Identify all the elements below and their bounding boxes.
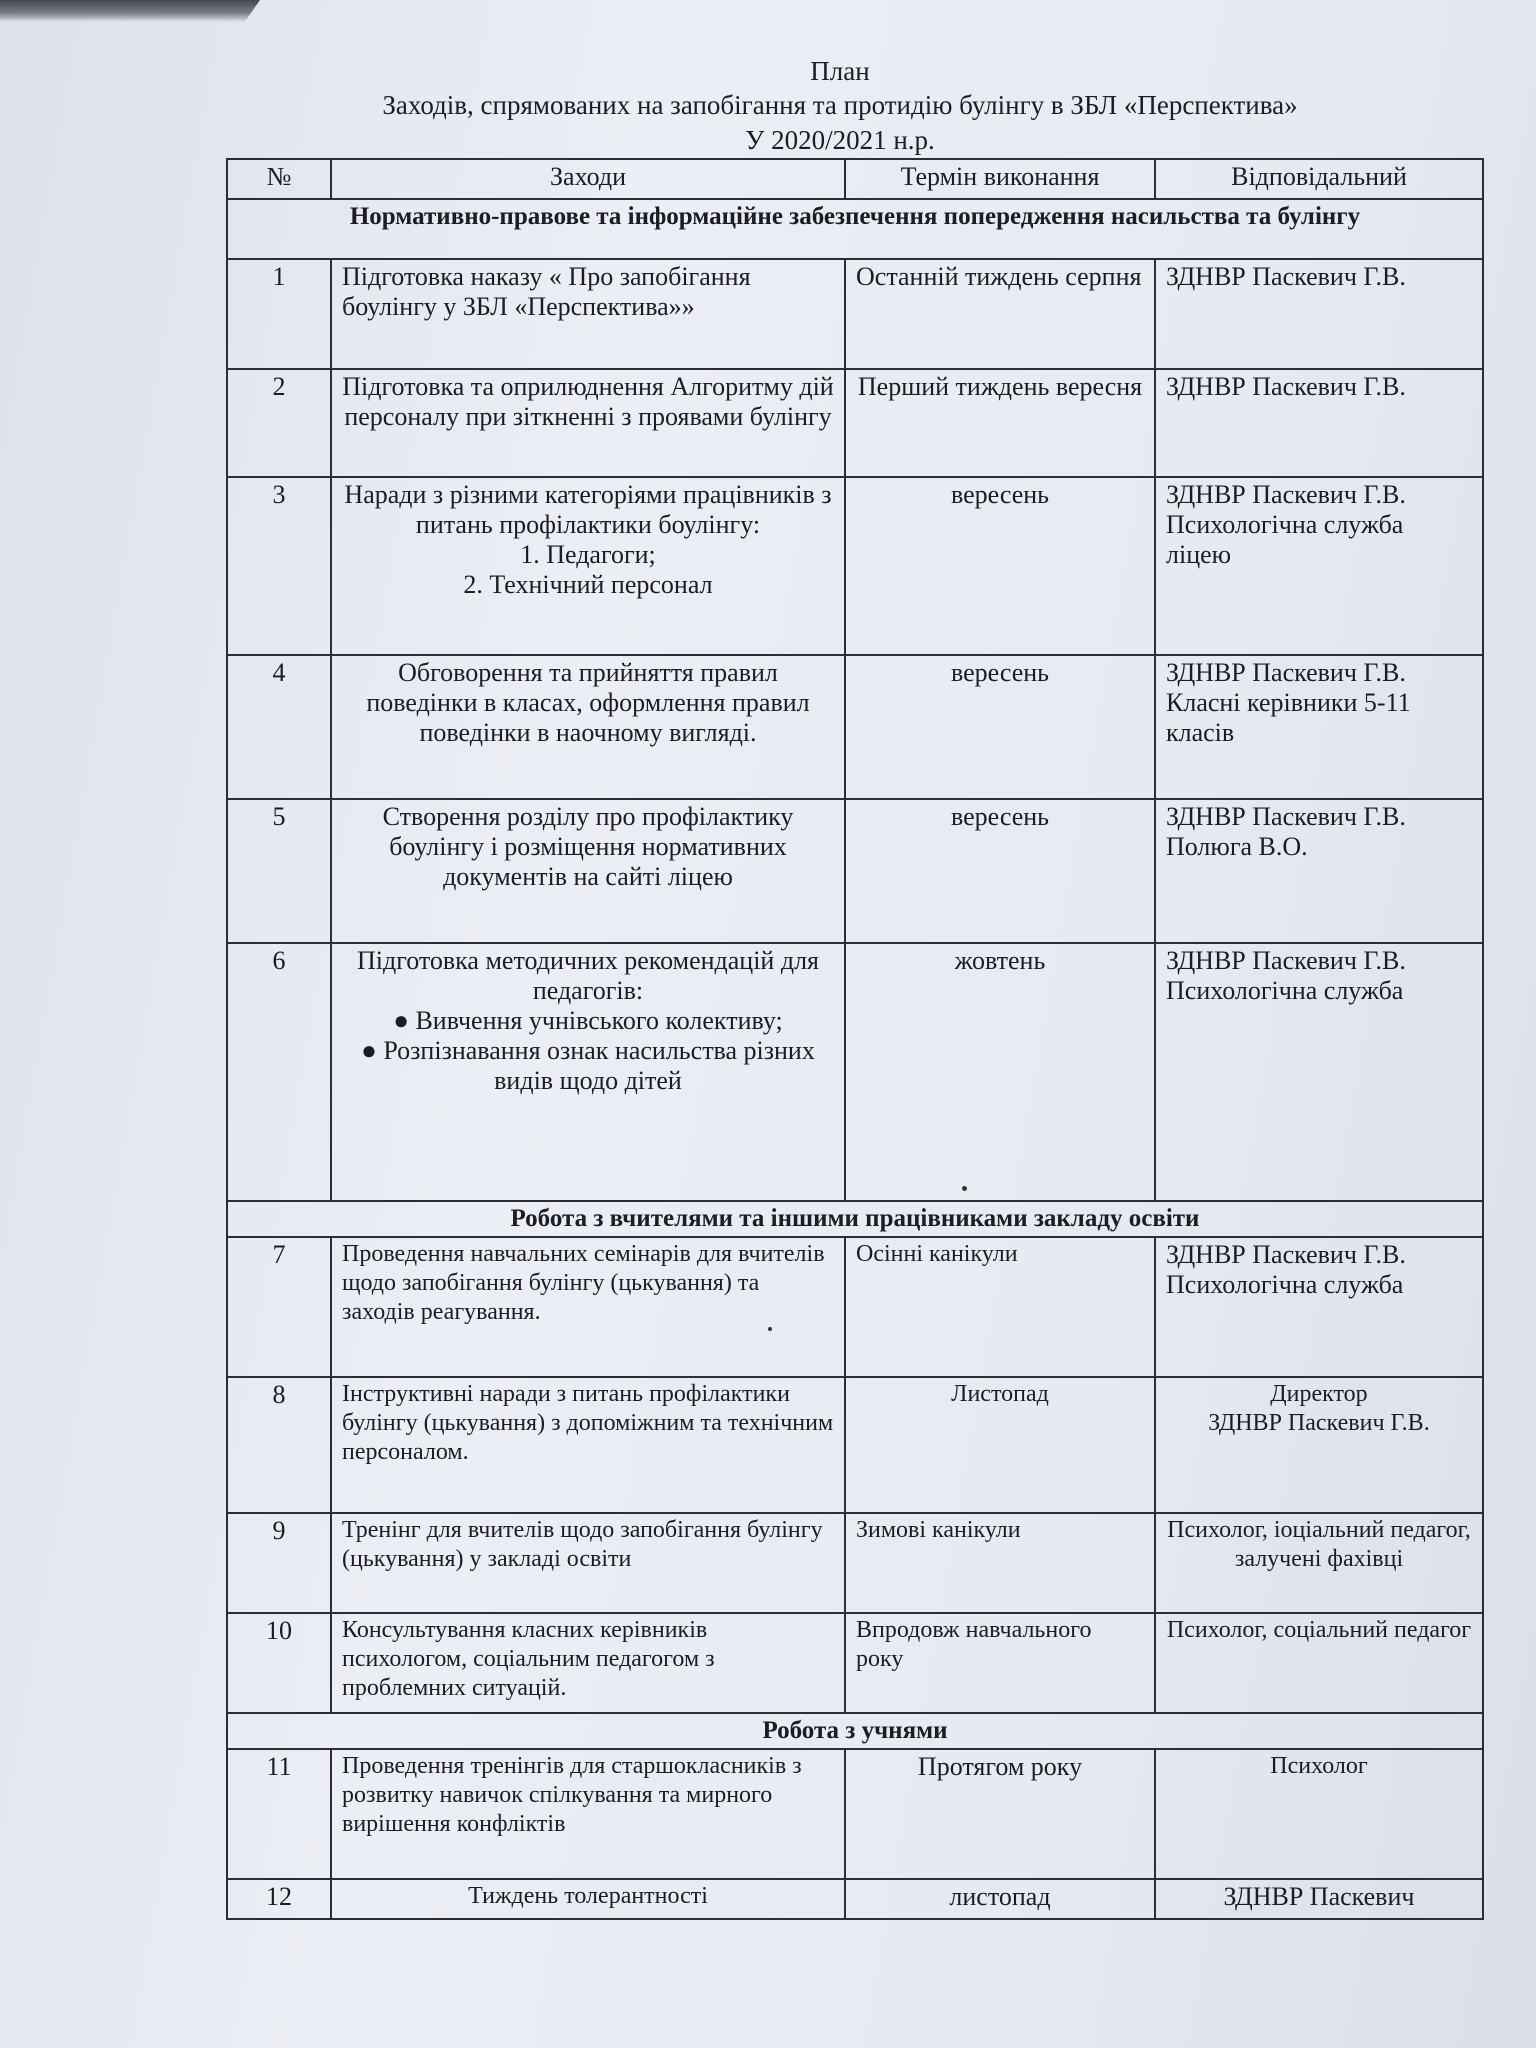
row-term: Листопад [845,1377,1155,1513]
responsible-line: Психологічна служба ліцею [1166,510,1404,569]
header-number: № [227,159,331,199]
row-number: 10 [227,1613,331,1713]
header-measures: Заходи [331,159,845,199]
table-row [227,369,1483,477]
row-responsible [1155,1749,1483,1879]
table-row [227,799,1483,943]
table-row [227,259,1483,369]
plan-table [226,158,1484,1920]
table-row [227,1513,1483,1613]
row-measure: Підготовка наказу « Про запобігання боулінгу у ЗБЛ «Перспектива»» [331,259,845,369]
row-number: 4 [227,655,331,799]
row-responsible [1155,1613,1483,1713]
table-row [227,1749,1483,1879]
measure-text: Підготовка методичних рекомендацій для педагогів: [356,946,820,1005]
responsible-line: Психолог [1270,1753,1368,1779]
measure-text: Наради з різними категоріями працівників з питань профілактики боулінгу: [344,480,832,539]
header-responsible: Відповідальний [1155,159,1483,199]
row-responsible [1155,943,1483,1201]
table-row [227,1377,1483,1513]
table-row [227,477,1483,655]
row-measure: Проведення навчальних семінарів для вчителів щодо запобігання булінгу (цькування) та заходів реагування. [331,1237,845,1377]
row-number: 3 [227,477,331,655]
row-responsible [1155,369,1483,477]
row-responsible [1155,259,1483,369]
responsible-line: Психологічна служба [1166,976,1404,1005]
responsible-line: ЗДНВР Паскевич Г.В. [1208,1410,1430,1436]
row-measure: Підготовка та оприлюднення Алгоритму дій персоналу при зіткненні з проявами булінгу [331,369,845,477]
row-responsible [1155,477,1483,655]
row-measure: Тренінг для вчителів щодо запобігання булінгу (цькування) у закладі освіти [331,1513,845,1613]
section-title: Нормативно-правове та інформаційне забезпечення попередження насильства та булінгу [227,199,1483,259]
responsible-line: Психолог, соціальний педагог [1166,1617,1472,1643]
row-term: вересень [845,655,1155,799]
row-number: 12 [227,1879,331,1919]
responsible-line: Полюга В.О. [1166,832,1308,861]
section-title: Робота з вчителями та іншими працівниками закладу освіти [227,1201,1483,1237]
row-measure [331,943,845,1201]
table-row [227,943,1483,1201]
responsible-line: ЗДНВР Паскевич Г.В. [1166,658,1406,687]
responsible-line: ЗДНВР Паскевич Г.В. [1166,802,1406,831]
responsible-line: ЗДНВР Паскевич Г.В. [1166,946,1406,975]
responsible-line: Психолог, іоціальний педагог, залучені фахівці [1167,1517,1471,1572]
row-term: Протягом року [845,1749,1155,1879]
responsible-line: Директор [1270,1381,1368,1407]
table-row [227,1237,1483,1377]
row-term: Впродовж навчального року [845,1613,1155,1713]
row-measure: Проведення тренінгів для старшокласників з розвитку навичок спілкування та мирного вирішення конфліктів [331,1749,845,1879]
header-term: Термін виконання [845,159,1155,199]
list-item: ● Вивчення учнівського колективу; [393,1006,783,1035]
row-measure: Консультування класних керівників психологом, соціальним педагогом з проблемних ситуацій. [331,1613,845,1713]
row-measure: Тиждень толерантності [331,1879,845,1919]
section-row [227,199,1483,259]
responsible-line: ЗДНВР Паскевич Г.В. [1166,262,1406,291]
measure-list [342,540,834,600]
list-item: 1. Педагоги; [520,540,656,569]
responsible-line: Психологічна служба [1166,1270,1404,1299]
row-term: Перший тиждень вересня [845,369,1155,477]
row-number: 2 [227,369,331,477]
table-header-row [227,159,1483,199]
doc-title: План [810,56,870,86]
table-row [227,655,1483,799]
responsible-line: ЗДНВР Паскевич Г.В. [1166,372,1406,401]
row-number: 7 [227,1237,331,1377]
section-title: Робота з учнями [227,1713,1483,1749]
responsible-line: Класні керівники 5-11 класів [1166,688,1411,747]
row-measure: Створення розділу про профілактику боулінгу і розміщення нормативних документів на сайті ліцею [331,799,845,943]
list-item: 2. Технічний персонал [463,570,713,599]
row-responsible [1155,655,1483,799]
table-row [227,1879,1483,1919]
row-responsible [1155,1377,1483,1513]
row-number: 8 [227,1377,331,1513]
row-responsible [1155,1513,1483,1613]
row-responsible [1155,1237,1483,1377]
row-measure: Інструктивні наради з питань профілактики булінгу (цькування) з допоміжним та технічним персоналом. [331,1377,845,1513]
row-term: Зимові канікули [845,1513,1155,1613]
responsible-line: ЗДНВР Паскевич [1223,1882,1415,1911]
measure-list [342,1006,834,1096]
row-number: 5 [227,799,331,943]
row-term: вересень [845,477,1155,655]
doc-year: У 2020/2021 н.р. [745,125,935,155]
row-responsible [1155,1879,1483,1919]
table-row [227,1613,1483,1713]
section-row [227,1713,1483,1749]
row-term: Осінні канікули [845,1237,1155,1377]
row-measure: Обговорення та прийняття правил поведінки в класах, оформлення правил поведінки в наочному вигляді. [331,655,845,799]
row-term: Останній тиждень серпня [845,259,1155,369]
page-corner-shadow [0,0,260,22]
row-responsible [1155,799,1483,943]
row-number: 1 [227,259,331,369]
row-number: 11 [227,1749,331,1879]
row-term: листопад [845,1879,1155,1919]
responsible-line: ЗДНВР Паскевич Г.В. [1166,1240,1406,1269]
paper-speck [962,1186,967,1191]
row-number: 9 [227,1513,331,1613]
row-term: вересень [845,799,1155,943]
row-term: жовтень [845,943,1155,1201]
row-number: 6 [227,943,331,1201]
list-item: ● Розпізнавання ознак насильства різних видів щодо дітей [361,1036,815,1095]
row-measure [331,477,845,655]
paper-speck [768,1327,772,1331]
doc-subtitle: Заходів, спрямованих на запобігання та протидію булінгу в ЗБЛ «Перспектива» [382,90,1298,120]
section-row [227,1201,1483,1237]
responsible-line: ЗДНВР Паскевич Г.В. [1166,480,1406,509]
